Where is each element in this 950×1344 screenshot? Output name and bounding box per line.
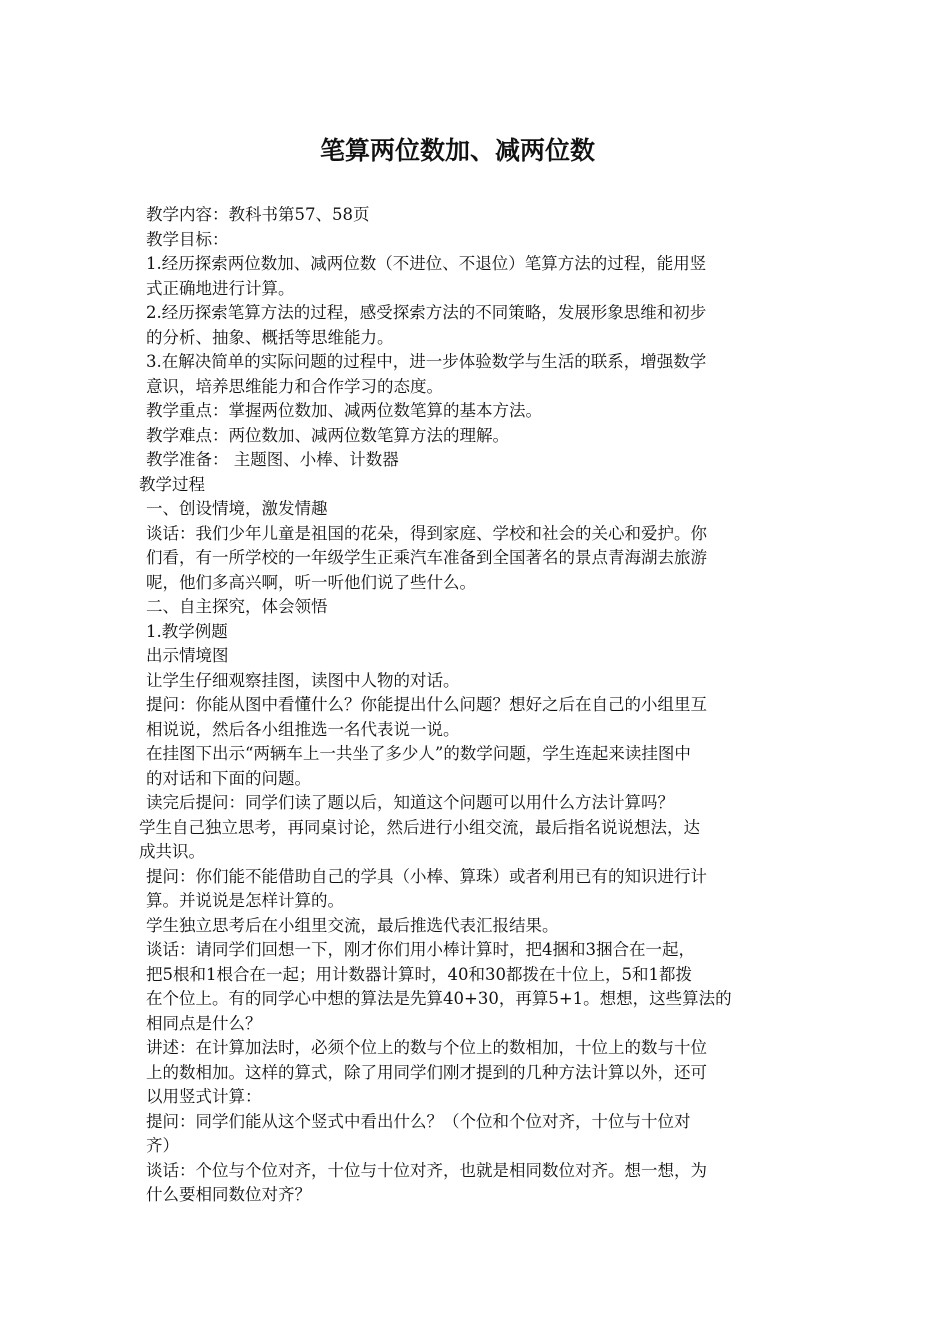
- paragraph-line: 算。并说说是怎样计算的。: [146, 891, 344, 910]
- paragraph-line: 3.在解决简单的实际问题的过程中，进一步体验数学与生活的联系，增强数学: [146, 352, 707, 371]
- paragraph: [146, 620, 810, 645]
- paragraph-line: 上的数相加。这样的算式，除了用同学们刚才提到的几种方法计算以外，还可: [146, 1062, 707, 1082]
- paragraph-line: 2.经历探索笔算方法的过程，感受探索方法的不同策略，发展形象思维和初步: [146, 303, 707, 322]
- paragraph: [146, 1110, 810, 1159]
- paragraph: [146, 791, 810, 816]
- paragraph-line: 谈话：请同学们回想一下，刚才你们用小棒计算时，把4捆和3捆合在一起，: [146, 940, 695, 959]
- paragraph-line: 一、创设情境，激发情趣: [146, 499, 328, 518]
- paragraph: [146, 938, 810, 1036]
- paragraph-line: 在个位上。有的同学心中想的算法是先算40+30，再算5+1。想想，这些算法的: [146, 989, 732, 1008]
- paragraph-line: 什么要相同数位对齐？: [146, 1185, 311, 1204]
- paragraph-line: 教学准备： 主题图、小棒、计数器: [146, 450, 399, 469]
- paragraph: [146, 350, 810, 399]
- paragraph-line: 教学重点：掌握两位数加、减两位数笔算的基本方法。: [146, 401, 542, 420]
- paragraph: [146, 742, 810, 791]
- paragraph-line: 1.教学例题: [146, 621, 228, 641]
- paragraph-line: 教学内容：教科书第57、58页: [146, 205, 370, 224]
- paragraph-line: 以用竖式计算：: [146, 1087, 262, 1106]
- paragraph: [146, 252, 810, 301]
- paragraph-line: 出示情境图: [146, 646, 229, 665]
- paragraph: [146, 522, 810, 596]
- paragraph-line: 齐）: [146, 1136, 179, 1155]
- paragraph-line: 读完后提问：同学们读了题以后，知道这个问题可以用什么方法计算吗？: [146, 793, 674, 812]
- paragraph-line: 学生独立思考后在小组里交流，最后推选代表汇报结果。: [146, 915, 559, 935]
- paragraph-line: 式正确地进行计算。: [146, 278, 295, 298]
- paragraph: [146, 693, 810, 742]
- paragraph-line: 二、自主探究，体会领悟: [146, 597, 328, 616]
- paragraph-line: 成共识。: [139, 842, 205, 861]
- paragraph-line: 意识，培养思维能力和合作学习的态度。: [146, 376, 443, 396]
- document-body: [139, 203, 810, 1208]
- paragraph-line: 讲述：在计算加法时，必须个位上的数与个位上的数相加，十位上的数与十位: [146, 1038, 707, 1057]
- paragraph: [146, 301, 810, 350]
- paragraph: [146, 644, 810, 669]
- paragraph-line: 提问：你们能不能借助自己的学具（小棒、算珠）或者利用已有的知识进行计: [146, 866, 707, 886]
- document-title: 笔算两位数加、减两位数: [319, 136, 595, 165]
- paragraph-line: 教学过程: [139, 474, 205, 494]
- paragraph-line: 提问：同学们能从这个竖式中看出什么？（个位和个位对齐，十位与十位对: [146, 1111, 691, 1131]
- paragraph-line: 把5根和1根合在一起；用计数器计算时，40和30都拨在十位上，5和1都拨: [146, 964, 692, 984]
- paragraph: [146, 1036, 810, 1110]
- paragraph-line: 谈话：个位与个位对齐，十位与十位对齐，也就是相同数位对齐。想一想，为: [146, 1160, 707, 1180]
- paragraph-line: 教学难点：两位数加、减两位数笔算方法的理解。: [146, 425, 509, 445]
- paragraph-line: 相同点是什么？: [146, 1013, 262, 1033]
- paragraph-line: 1.经历探索两位数加、减两位数（不进位、不退位）笔算方法的过程，能用竖: [146, 254, 707, 273]
- paragraph-line: 教学目标：: [146, 229, 229, 249]
- paragraph-line: 相说说，然后各小组推选一名代表说一说。: [146, 719, 460, 739]
- paragraph: [146, 865, 810, 914]
- paragraph-line: 提问：你能从图中看懂什么？你能提出什么问题？想好之后在自己的小组里互: [146, 695, 707, 714]
- paragraph: [146, 497, 810, 522]
- paragraph: [139, 816, 810, 865]
- paragraph: [146, 1159, 810, 1208]
- paragraph: [146, 399, 810, 424]
- paragraph-line: 让学生仔细观察挂图，读图中人物的对话。: [146, 670, 460, 690]
- paragraph: [146, 448, 810, 473]
- paragraph: [146, 595, 810, 620]
- paragraph-line: 的分析、抽象、概括等思维能力。: [146, 327, 394, 347]
- paragraph-line: 的对话和下面的问题。: [146, 768, 311, 788]
- paragraph-line: 呢，他们多高兴啊，听一听他们说了些什么。: [146, 572, 476, 592]
- paragraph: [139, 473, 810, 498]
- paragraph: [146, 424, 810, 449]
- paragraph: [146, 228, 810, 253]
- paragraph-line: 在挂图下出示“两辆车上一共坐了多少人”的数学问题，学生连起来读挂图中: [146, 744, 691, 763]
- paragraph: [146, 203, 810, 228]
- paragraph-line: 谈话：我们少年儿童是祖国的花朵，得到家庭、学校和社会的关心和爱护。你: [146, 523, 707, 543]
- paragraph-line: 学生自己独立思考，再同桌讨论，然后进行小组交流，最后指名说说想法，达: [139, 817, 700, 837]
- paragraph-line: 们看，有一所学校的一年级学生正乘汽车准备到全国著名的景点青海湖去旅游: [146, 548, 707, 567]
- paragraph: [146, 914, 810, 939]
- paragraph: [146, 669, 810, 694]
